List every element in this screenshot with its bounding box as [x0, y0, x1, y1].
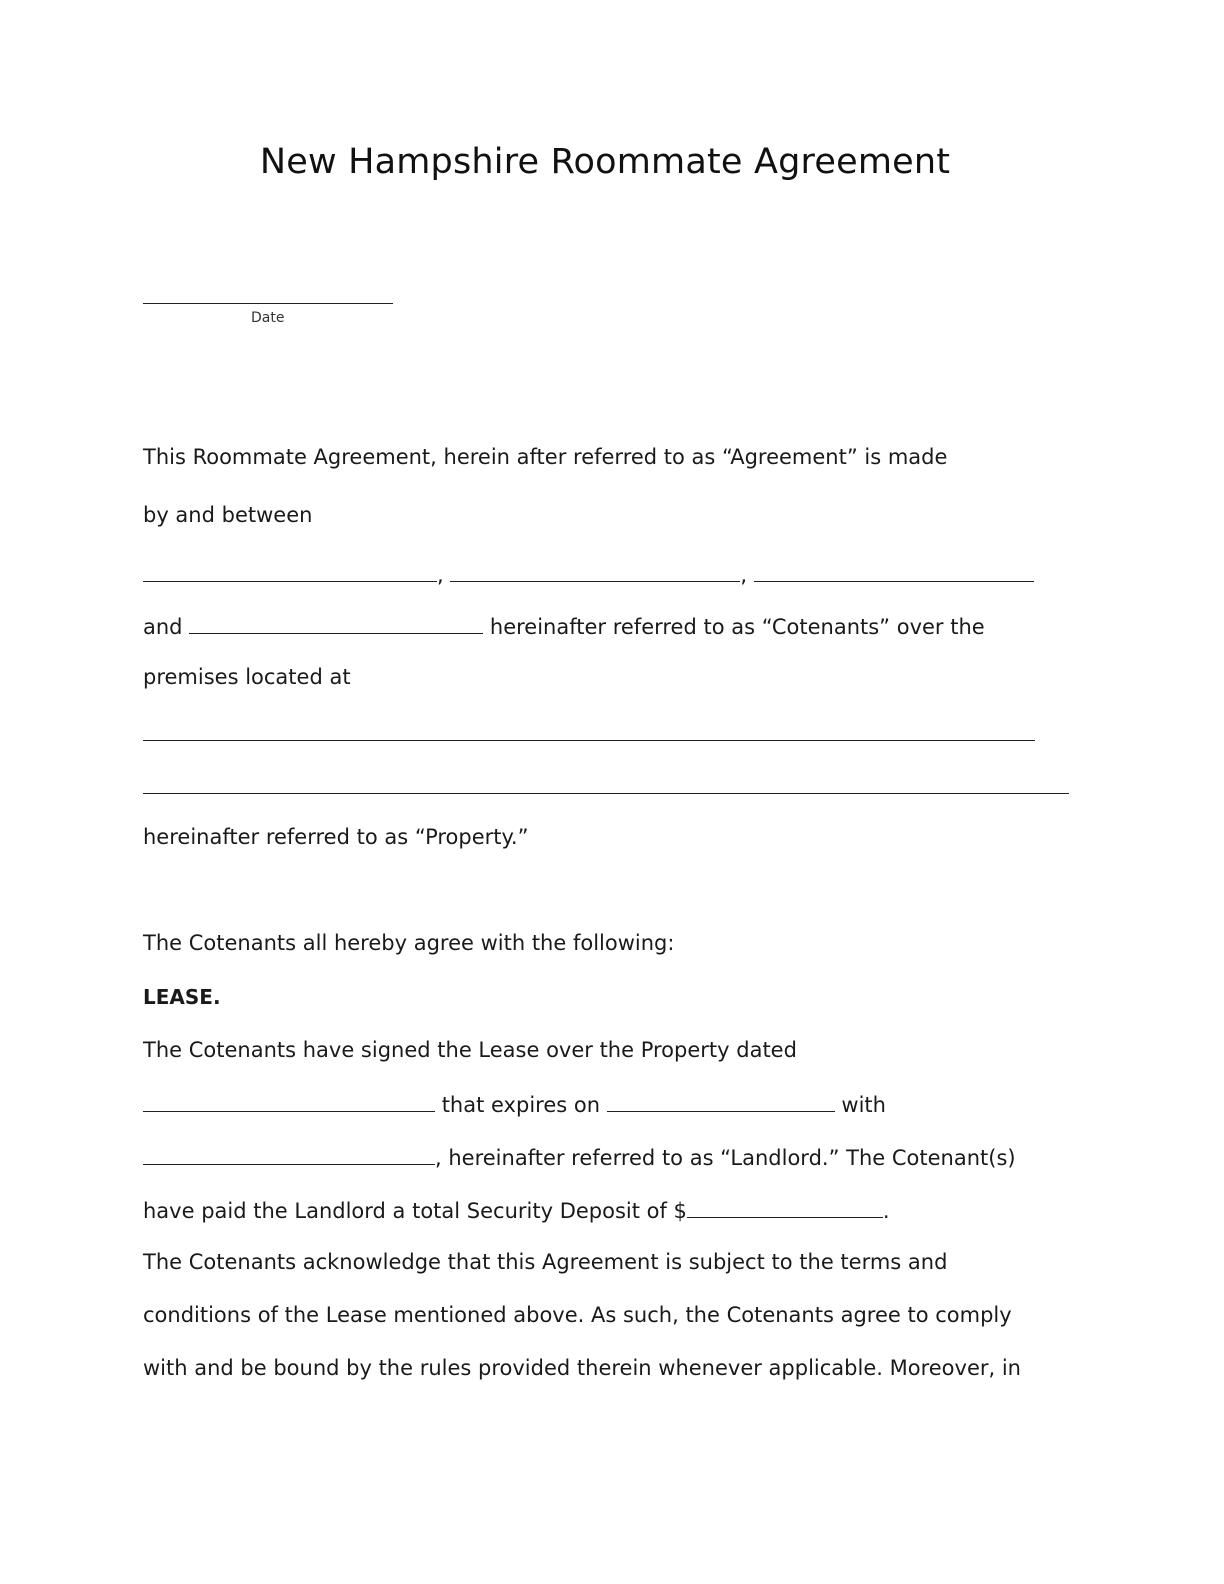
comma: ,	[437, 563, 444, 587]
cotenant-name-blank-3[interactable]	[754, 561, 1034, 582]
and-word: and	[143, 615, 183, 639]
landlord-name-blank[interactable]	[143, 1144, 435, 1165]
address-blank-line-1[interactable]	[143, 740, 1035, 741]
cotenant-name-blank-1[interactable]	[143, 561, 437, 582]
lease-heading: LEASE.	[143, 985, 221, 1009]
cotenants-text: hereinafter referred to as “Cotenants” over the	[489, 615, 985, 639]
with-text: with	[841, 1093, 886, 1117]
acknowledge-line-2: conditions of the Lease mentioned above. As such, the Cotenants agree to comply	[143, 1303, 1012, 1327]
agree-intro: The Cotenants all hereby agree with the following:	[143, 931, 675, 955]
expires-text: that expires on	[441, 1093, 601, 1117]
cotenant-name-blank-4[interactable]	[189, 613, 483, 634]
landlord-text: , hereinafter referred to as “Landlord.” The Cotenant(s)	[435, 1146, 1016, 1170]
cotenant-name-blank-2[interactable]	[450, 561, 740, 582]
acknowledge-line-1: The Cotenants acknowledge that this Agreement is subject to the terms and	[143, 1250, 948, 1274]
property-line: hereinafter referred to as “Property.”	[143, 825, 529, 849]
deposit-end: .	[882, 1199, 890, 1223]
address-blank-line-2[interactable]	[143, 793, 1069, 794]
document-title: New Hampshire Roommate Agreement	[259, 142, 951, 182]
acknowledge-line-3: with and be bound by the rules provided therein whenever applicable. Moreover, in	[143, 1356, 1021, 1380]
lease-dates-row	[143, 1091, 886, 1117]
comma: ,	[740, 563, 748, 587]
lease-date-blank[interactable]	[143, 1091, 435, 1112]
date-signature-line[interactable]	[143, 303, 393, 304]
cotenant-names-row	[143, 561, 1034, 587]
lease-line-1: The Cotenants have signed the Lease over the Property dated	[143, 1038, 797, 1062]
deposit-amount-blank[interactable]	[687, 1197, 883, 1218]
deposit-text: have paid the Landlord a total Security Deposit of $	[143, 1199, 687, 1223]
expiry-date-blank[interactable]	[607, 1091, 835, 1112]
premises-line: premises located at	[143, 665, 351, 689]
intro-line-1: This Roommate Agreement, herein after referred to as “Agreement” is made	[143, 445, 948, 469]
deposit-row	[143, 1197, 890, 1223]
cotenants-line	[143, 613, 985, 639]
date-label: Date	[251, 310, 285, 326]
landlord-row	[143, 1144, 1016, 1170]
intro-line-2: by and between	[143, 503, 313, 527]
